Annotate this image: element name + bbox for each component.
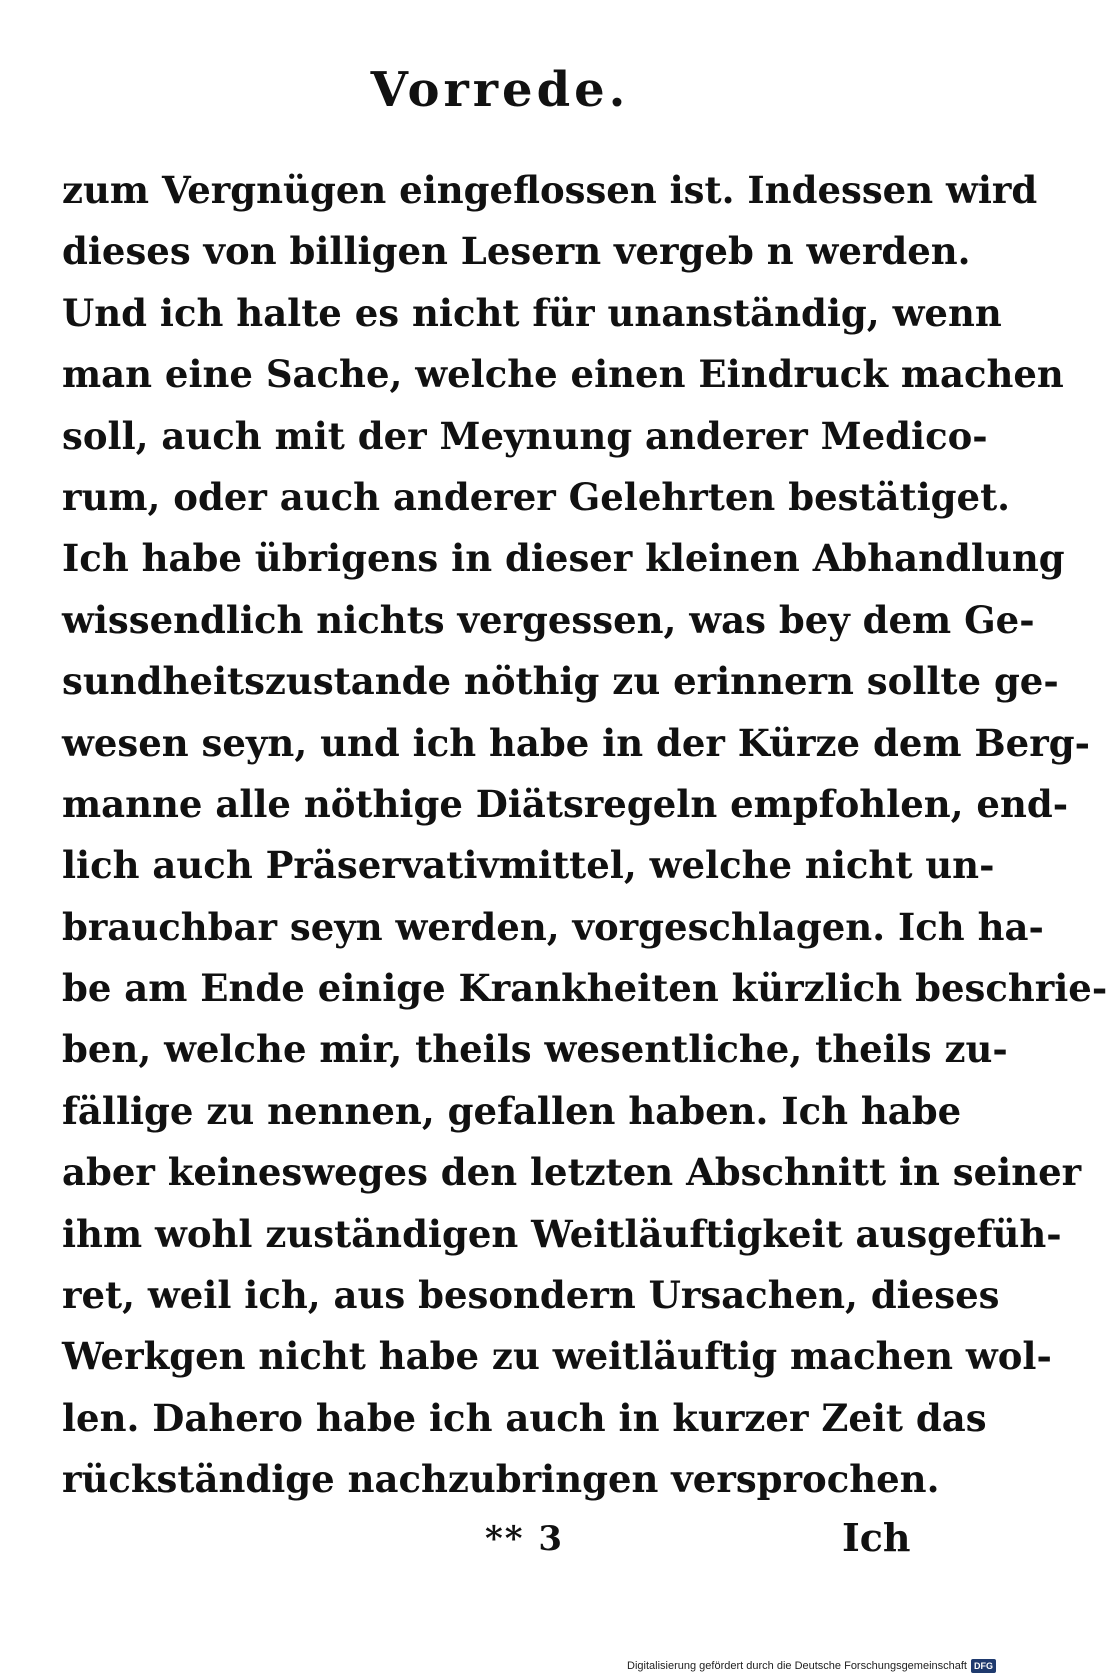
signature-mark: ** 3 — [485, 1519, 565, 1559]
text-line: ben, welche mir, theils wesentliche, theils zu- — [62, 1027, 1008, 1072]
text-line: sundheitszustande nöthig zu erinnern sollte ge- — [62, 659, 1059, 704]
text-line: wesen seyn, und ich habe in der Kürze dem Berg- — [62, 720, 1090, 765]
text-line: lich auch Präservativmittel, welche nicht un- — [62, 843, 995, 888]
text-line: len. Dahero habe ich auch in kurzer Zeit das — [62, 1395, 987, 1440]
text-line: Und ich halte es nicht für unanständig, wenn — [62, 290, 1002, 335]
text-line: aber keinesweges den letzten Abschnitt in seiner — [62, 1150, 1082, 1195]
text-line: Ich habe übrigens in dieser kleinen Abhandlung — [62, 536, 1065, 581]
text-line: ihm wohl zuständigen Weitläuftigkeit ausgefüh- — [62, 1211, 1062, 1256]
catchword: Ich — [842, 1515, 911, 1560]
text-line: man eine Sache, welche einen Eindruck machen — [62, 352, 1064, 397]
text-line: fällige zu nennen, gefallen haben. Ich habe — [62, 1088, 962, 1133]
running-head: Vorrede. — [370, 62, 630, 118]
text-line: wissendlich nichts vergessen, was bey dem Ge- — [62, 597, 1035, 642]
text-line: Werkgen nicht habe zu weitläuftig machen wol- — [62, 1334, 1052, 1379]
text-line: soll, auch mit der Meynung anderer Medico- — [62, 413, 988, 458]
text-line: zum Vergnügen eingeflossen ist. Indessen wird — [62, 168, 1038, 212]
text-line: rum, oder auch anderer Gelehrten bestätiget. — [62, 474, 1011, 519]
text-line: manne alle nöthige Diätsregeln empfohlen, end- — [62, 781, 1069, 826]
text-line: ret, weil ich, aus besondern Ursachen, dieses — [62, 1273, 1000, 1318]
text-line: be am Ende einige Krankheiten kürzlich beschrie- — [62, 966, 1107, 1011]
footer-text: Digitalisierung gefördert durch die Deutsche Forschungsgemeinschaft — [627, 1660, 967, 1672]
digitization-credit — [627, 1659, 996, 1673]
text-line: brauchbar seyn werden, vorgeschlagen. Ich ha- — [62, 904, 1044, 949]
text-line: dieses von billigen Lesern vergeb n werden. — [62, 229, 971, 274]
dfg-logo-icon: DFG — [971, 1659, 996, 1673]
text-line: rückständige nachzubringen versprochen. — [62, 1457, 940, 1502]
body-text — [62, 160, 1107, 1511]
